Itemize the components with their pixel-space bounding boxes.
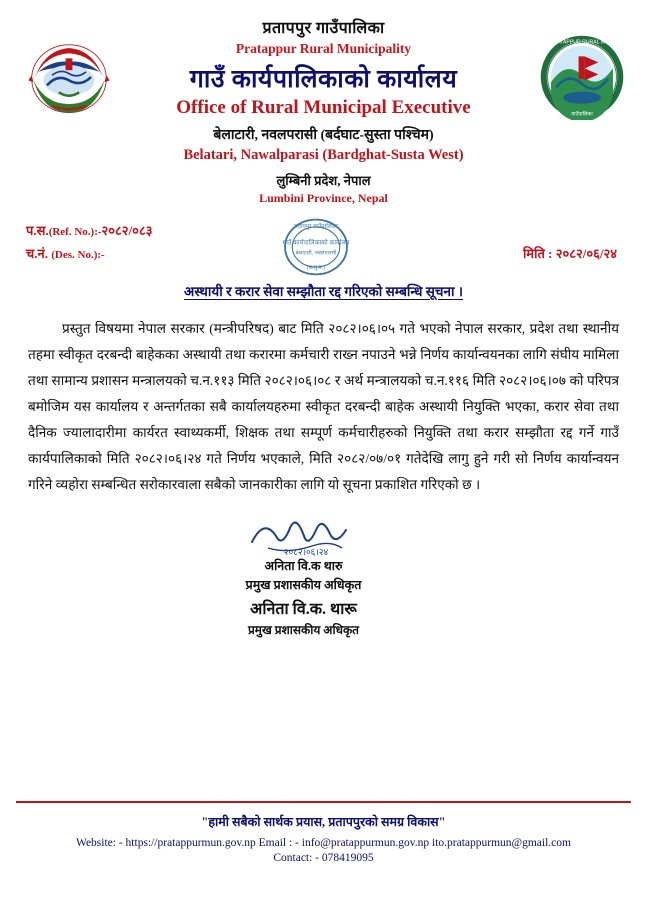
svg-text:बेलाटारी, नवलपरासी: बेलाटारी, नवलपरासी	[295, 250, 337, 257]
svg-text:प्रतापपुर गाउँपालिका: प्रतापपुर गाउँपालिका	[294, 223, 338, 230]
address-np: बेलाटारी, नवलपरासी (बर्दघाट-सुस्ता पश्चिम)	[213, 128, 434, 143]
reference-row	[0, 220, 647, 276]
office-name-np: गाउँ कार्यपालिकाको कार्यालय	[189, 66, 458, 93]
province-np: लुम्बिनी प्रदेश, नेपाल	[276, 173, 371, 188]
footer-contact: Contact: - 078419095	[273, 852, 374, 864]
svg-text:PRATAPPUR RURAL MUN.: PRATAPPUR RURAL MUN.	[549, 39, 615, 46]
pratappur-rural-municipality-seal	[539, 34, 625, 120]
province-en: Lumbini Province, Nepal	[259, 191, 388, 205]
signatory-name: अनिता वि.क. थारू	[250, 601, 357, 618]
ref-no-label-en: (Ref. No.):-	[48, 226, 102, 238]
municipality-name-np: प्रतापपुर गाउँपालिका	[262, 20, 385, 37]
footer-website-email: Website: - https://pratappurmun.gov.np Email : - info@pratappurmun.gov.np ito.pratappurmun@gmail.com	[76, 837, 571, 849]
svg-text:गाउँपालिका: गाउँपालिका	[571, 111, 593, 118]
des-no-label-np: च.नं.	[26, 246, 48, 261]
nepal-national-emblem	[26, 38, 112, 116]
ref-no-line	[26, 220, 152, 243]
ref-no-label-np: प.स.	[26, 223, 49, 238]
svg-text:२०८२।०६।२४: २०८२।०६।२४	[283, 547, 328, 556]
svg-text:गाउँ कार्यपालिकाको कार्यालय: गाउँ कार्यपालिकाको कार्यालय	[282, 239, 350, 247]
office-round-stamp	[270, 216, 362, 278]
date-value: २०८२/०६/२४	[555, 246, 617, 261]
handwritten-signature	[244, 512, 364, 556]
signatory-name-small: अनिता वि.क थारु	[264, 559, 343, 573]
document-date	[523, 244, 617, 262]
footer-divider	[16, 801, 631, 803]
des-no-line	[26, 243, 152, 266]
office-name-en: Office of Rural Municipal Executive	[176, 97, 471, 118]
signatory-post-small: प्रमुख प्रशासकीय अधिकृत	[245, 578, 362, 592]
des-no-label-en: (Des. No.):-	[51, 249, 105, 261]
municipality-name-en: Pratappur Rural Municipality	[235, 41, 412, 56]
letterhead-header	[0, 0, 647, 210]
reference-numbers	[26, 220, 152, 266]
notice-body: प्रस्तुत विषयमा नेपाल सरकार (मन्त्रीपरिषद) बाट मिति २०८२।०६।०५ गते भएको नेपाल सरकार, प्रदेश तथा स्थानीय तहमा स्वीकृत दरबन्दी बाहेकका अस्थायी तथा करारमा कर्मचारी राख्न नपाउने भन्ने निर्णय कार्यान्वयनका लागि संघीय मामिला तथा सामान्य प्रशासन मन्त्रालयको च.न.११३ मिति २०८२।०६।०८ र अर्थ मन्त्रालयको च.न.११६ मिति २०८२।०६।०७ को परिपत्र बमोजिम यस कार्यालय र अन्तर्गतका सबै कार्यालयहरुमा स्वीकृत दरबन्दी बाहेक अस्थायी नियुक्ति भएका, करार सेवा तथा दैनिक ज्यालादारीमा कार्यरत स्वाथ्यकर्मी, शिक्षक तथा सम्पूर्ण कर्मचारीहरुको नियुक्ति तथा करार सम्झौता रद्द गर्ने गाउँ कार्यपालिकाको मिति २०८२।०६।२४ गते निर्णय भएकाले, मिति २०८२/०७/०१ गतेदेखि लागु हुने गरी सो निर्णय कार्यान्वयन गरिने व्यहोरा सम्बन्धित सरोकारवाला सबैको जानकारीका लागि यो सूचना प्रकाशित गरिएको छ ।	[28, 321, 619, 492]
svg-text:(ब.सु.प.): (ब.सु.प.)	[306, 264, 326, 271]
signatory-post: प्रमुख प्रशासकीय अधिकृत	[247, 623, 360, 637]
date-label: मिति :	[522, 246, 553, 261]
signature-block	[0, 512, 647, 638]
ref-no-value: २०८२/०८३	[101, 223, 153, 238]
address-en: Belatari, Nawalparasi (Bardghat-Susta West)	[183, 147, 464, 163]
letterhead-footer	[0, 801, 647, 864]
notice-subject: अस्थायी र करार सेवा सम्झौता रद्द गरिएको सम्बन्धि सूचना ।	[184, 284, 463, 299]
footer-slogan: "हामी सबैको सार्थक प्रयास, प्रतापपुरको समग्र विकास"	[201, 815, 446, 829]
